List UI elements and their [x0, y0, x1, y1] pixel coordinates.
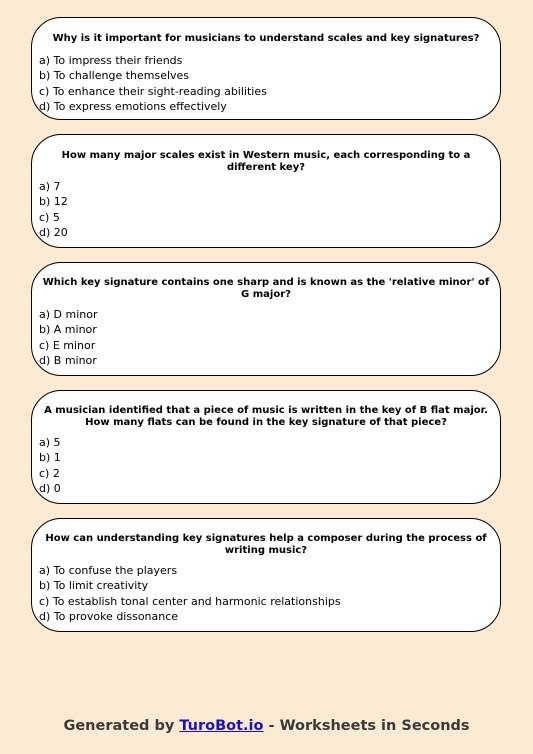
option-c: c) 2 — [39, 466, 60, 480]
option-d: d) To express emotions effectively — [39, 99, 227, 113]
option-c: c) To establish tonal center and harmonic relationships — [39, 594, 341, 608]
option-d: d) 0 — [39, 481, 61, 495]
answer-options — [39, 179, 68, 240]
question-text: Why is it important for musicians to understand scales and key signatures? — [52, 33, 480, 44]
option-c: c) E minor — [39, 338, 96, 352]
answer-options — [39, 307, 98, 368]
turobot-link[interactable]: TuroBot.io — [179, 718, 264, 734]
option-d: d) 20 — [39, 225, 68, 239]
option-c: c) To enhance their sight-reading abilities — [39, 84, 267, 98]
footer — [0, 718, 533, 734]
question-text: How can understanding key signatures help a composer during the process of writing music? — [45, 533, 487, 556]
answer-options — [39, 563, 341, 624]
question-card-1 — [31, 17, 501, 120]
option-b: b) To challenge themselves — [39, 69, 190, 83]
question-card-3 — [31, 262, 501, 376]
answer-options — [39, 53, 267, 114]
question-text: Which key signature contains one sharp and is known as the 'relative minor' of G major? — [42, 277, 490, 300]
question-card-2 — [31, 134, 501, 248]
option-d: d) To provoke dissonance — [39, 609, 179, 623]
footer-suffix: - Worksheets in Seconds — [263, 718, 470, 734]
option-d: d) B minor — [39, 353, 97, 367]
option-a: a) 7 — [39, 180, 61, 193]
option-a: a) To confuse the players — [39, 564, 178, 577]
question-card-5 — [31, 518, 501, 632]
option-a: a) 5 — [39, 436, 61, 449]
option-b: b) A minor — [39, 323, 97, 337]
option-a: a) To impress their friends — [39, 54, 183, 67]
option-b: b) 1 — [39, 451, 61, 465]
question-card-4 — [31, 390, 501, 504]
question-text: How many major scales exist in Western music, each corresponding to a different key? — [61, 150, 471, 173]
option-a: a) D minor — [39, 308, 98, 321]
footer-prefix: Generated by — [63, 718, 180, 734]
answer-options — [39, 435, 61, 496]
question-text: A musician identified that a piece of music is written in the key of B flat major. How many flats can be found in the key signature of that piece? — [44, 405, 488, 428]
option-b: b) 12 — [39, 195, 68, 209]
option-b: b) To limit creativity — [39, 579, 149, 593]
option-c: c) 5 — [39, 210, 60, 224]
